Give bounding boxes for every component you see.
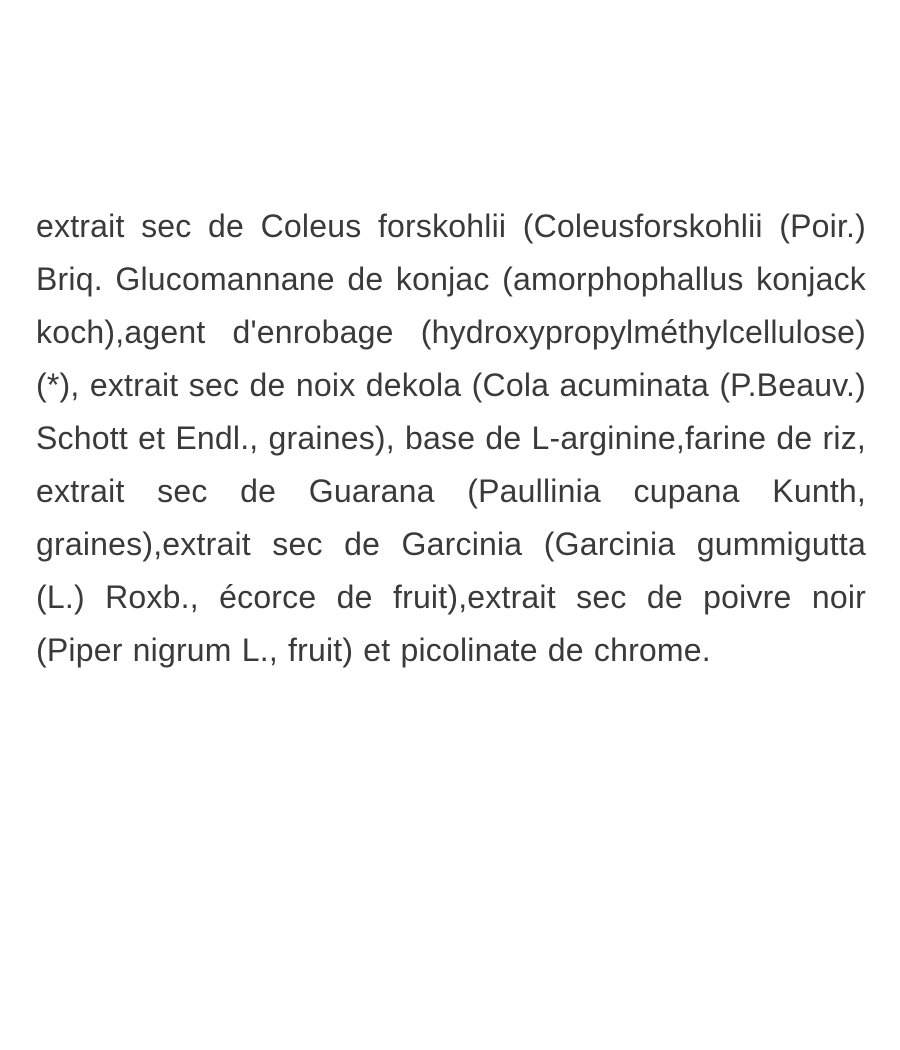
ingredients-paragraph: extrait sec de Coleus forskohlii (Coleusforskohlii (Poir.) Briq. Glucomannane de konjac (amorphophallus konjack koch),agent d'enrobage (hydroxypropylméthylcellulose) (*), extrait sec de noix dekola (Cola acuminata (P.Beauv.) Schott et Endl., graines), base de L-arginine,farine de riz, extrait sec de Guarana (Paullinia cupana Kunth, graines),extrait sec de Garcinia (Garcinia gummigutta (L.) Roxb., écorce de fruit),extrait sec de poivre noir (Piper nigrum L., fruit) et picolinate de chrome. xyxy=(36,208,866,668)
